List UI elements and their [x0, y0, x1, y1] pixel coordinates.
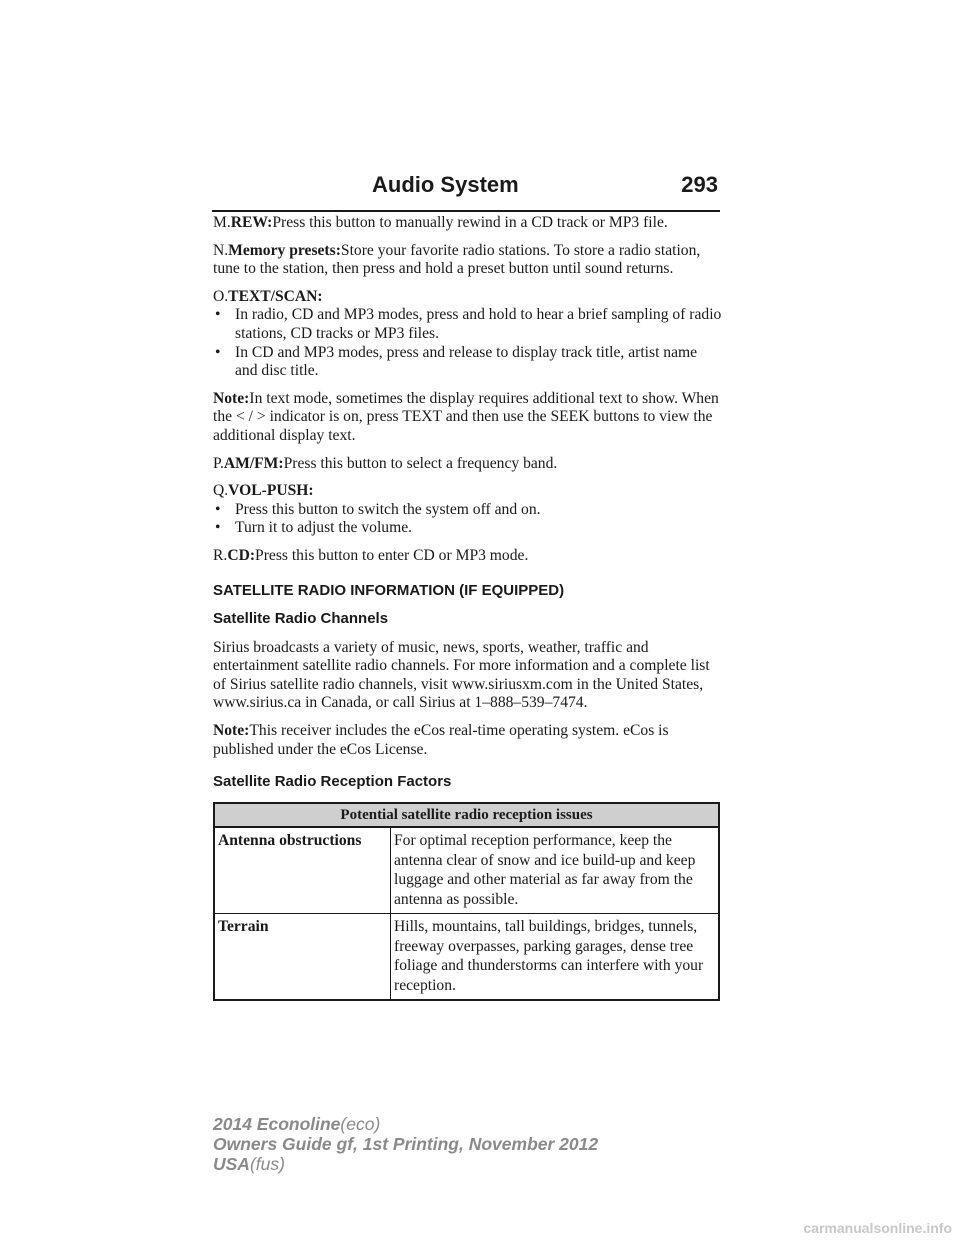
item-p [213, 455, 723, 474]
item-letter: Q. [213, 482, 229, 500]
item-text: Press this button to manually rewind in a CD track or MP3 file. [272, 214, 668, 231]
page-content [213, 214, 723, 1001]
list-item: • In radio, CD and MP3 modes, press and hold to hear a brief sampling of radio stations, CD tracks or MP3 files. [215, 306, 722, 342]
item-term: VOL-PUSH: [228, 482, 314, 500]
page-footer [213, 1114, 598, 1174]
ecos-note [213, 722, 723, 759]
footer-line-2: Owners Guide gf, 1st Printing, November 2012 [213, 1134, 599, 1154]
item-term: CD: [227, 546, 256, 564]
list-item: • In CD and MP3 modes, press and release to display track title, artist name and disc title. [215, 343, 698, 380]
note-text-mode [213, 390, 723, 446]
table-header-row [214, 803, 719, 828]
bullet-icon: • [215, 519, 221, 537]
table-row [214, 827, 719, 914]
description-cell: Hills, mountains, tall buildings, bridges, tunnels, freeway overpasses, parking garages, dense tree foliage and thunderstorms can interfere with your reception. [391, 914, 720, 1001]
issue-cell: Terrain [214, 914, 391, 1001]
item-term: TEXT/SCAN: [228, 287, 323, 305]
bullet-icon: • [215, 306, 221, 324]
item-q-bullets [213, 501, 723, 538]
item-letter: O. [213, 287, 229, 305]
factors-heading: Satellite Radio Reception Factors [213, 773, 452, 791]
item-letter: R. [213, 546, 228, 564]
bullet-icon: • [215, 343, 221, 361]
item-o [213, 288, 723, 307]
item-term: AM/FM: [223, 454, 284, 472]
channels-heading: Satellite Radio Channels [213, 610, 389, 628]
item-r [213, 547, 723, 566]
item-letter: M. [213, 214, 231, 231]
list-item: • Turn it to adjust the volume. [215, 519, 413, 537]
page-header [212, 168, 720, 212]
page-number: 293 [681, 172, 718, 197]
table-title: Potential satellite radio reception issues [214, 803, 719, 828]
item-m [213, 214, 723, 233]
list-item: • Press this button to switch the system off and on. [215, 500, 541, 518]
item-letter: N. [213, 241, 229, 259]
item-text: Press this button to enter CD or MP3 mode. [255, 546, 529, 564]
description-cell: For optimal reception performance, keep the antenna clear of snow and ice build-up and keep luggage and other material as far away from the antenna as possible. [391, 827, 720, 914]
item-letter: P. [213, 454, 224, 472]
note-label: Note: [213, 389, 250, 407]
table-row [214, 914, 719, 1001]
section-title: Audio System [372, 172, 519, 197]
issue-cell: Antenna obstructions [214, 827, 391, 914]
note-text: This receiver includes the eCos real-time operating system. eCos is published under the eCos License. [213, 722, 669, 758]
item-term: Memory presets: [228, 241, 341, 259]
note-label: Note: [213, 722, 250, 740]
footer-line-3: USA(fus) [213, 1154, 285, 1174]
footer-line-1: 2014 Econoline(eco) [213, 1114, 381, 1134]
satellite-heading: SATELLITE RADIO INFORMATION (IF EQUIPPED) [213, 581, 565, 599]
reception-issues-table [213, 802, 720, 1002]
item-text: Press this button to select a frequency band. [283, 454, 558, 472]
item-text: Store your favorite radio stations. To store a radio station, tune to the station, then press and hold a preset button until sound returns. [213, 241, 701, 278]
item-term: REW: [230, 214, 273, 231]
item-o-bullets [213, 306, 723, 380]
watermark: carmanualsonline.info [803, 1220, 952, 1236]
note-text: In text mode, sometimes the display requires additional text to show. When the < / > indicator is on, press TEXT and then use the SEEK buttons to view the additional display text. [213, 389, 719, 444]
item-q [213, 482, 723, 501]
bullet-icon: • [215, 500, 221, 518]
item-n [213, 242, 723, 279]
channels-text: Sirius broadcasts a variety of music, news, sports, weather, traffic and entertainment satellite radio channels. For more information and a complete list of Sirius satellite radio channels, visit www.siriusxm.com in the United States, www.sirius.ca in Canada, or call Sirius at 1–888–539–7474. [213, 638, 710, 712]
